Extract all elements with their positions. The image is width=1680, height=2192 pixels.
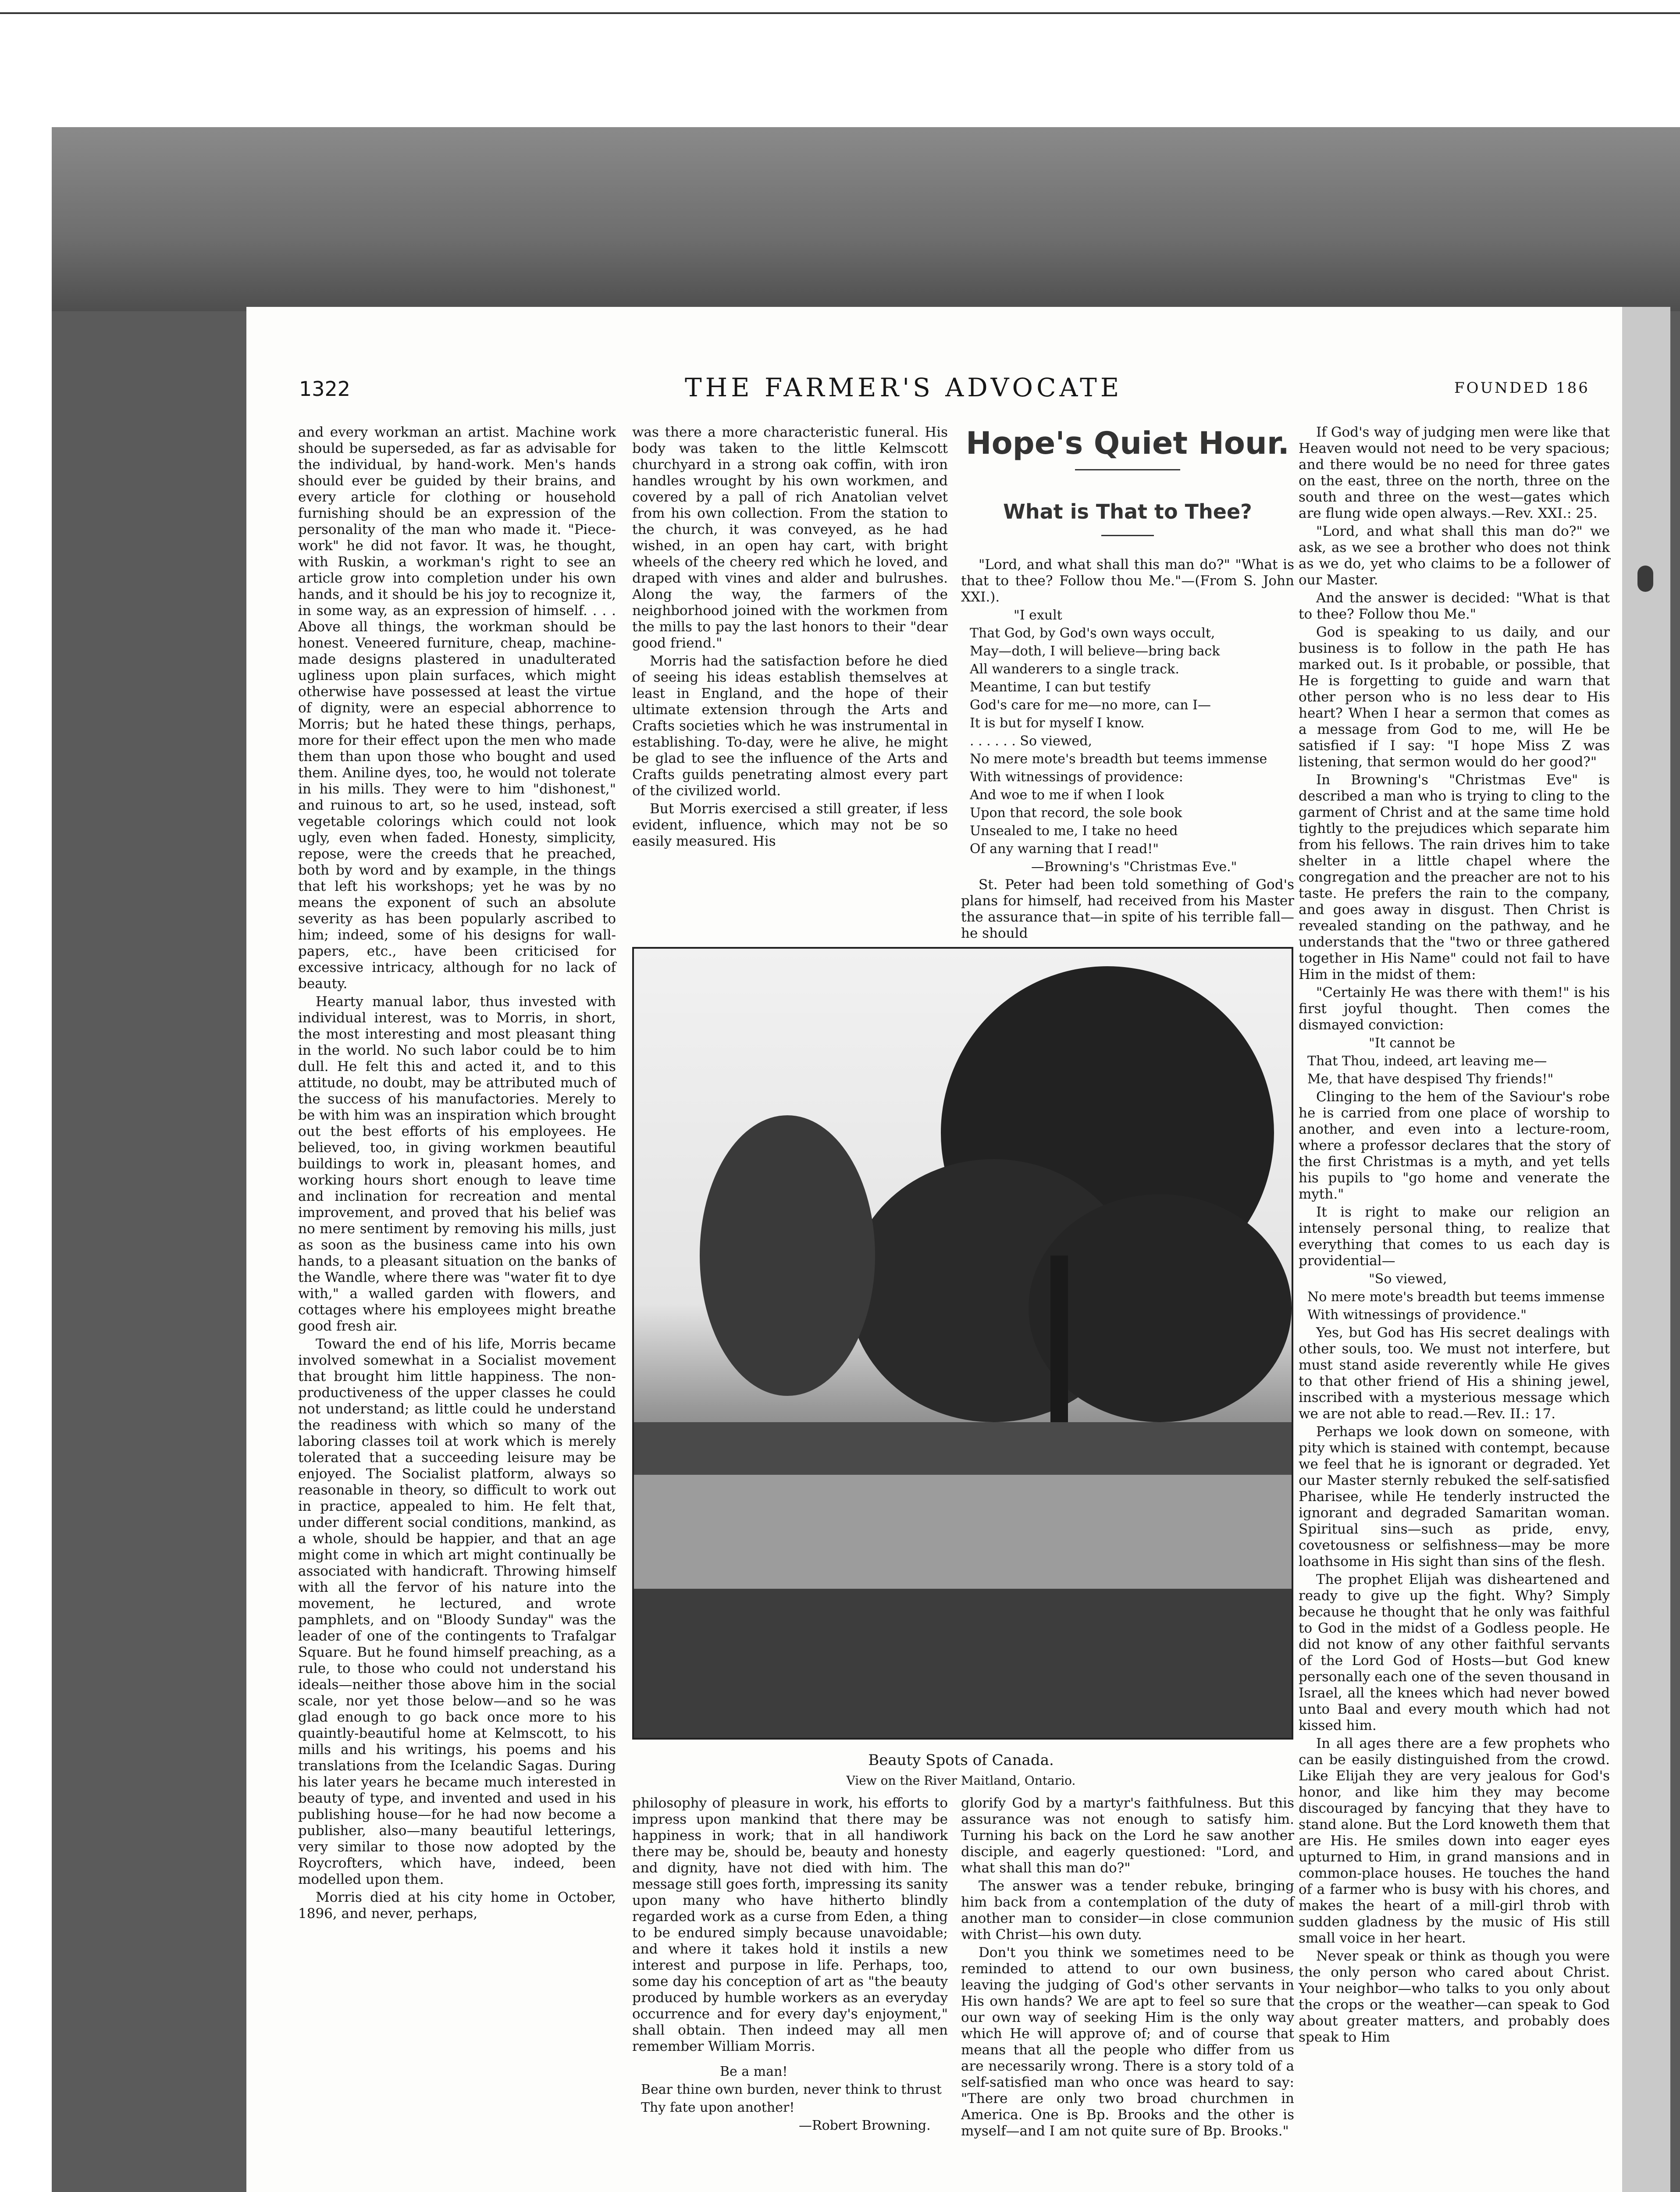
epigraph: "Lord, and what shall this man do?" "What is that to thee? Follow thou Me."—(From S. John XXI.). <box>961 557 1294 605</box>
verse-line: It is but for myself I know. <box>970 715 1145 731</box>
section-title: Hope's Quiet Hour. <box>965 425 1289 461</box>
newspaper-page <box>246 307 1622 2192</box>
paragraph: In all ages there are a few prophets who can be easily distinguished from the crowd. Like Elijah they are very jealous for God's honor, and like him they may become discouraged by fancying that they have to stand alone. But the Lord knoweth them that are His. He smiles down into eager eyes upturned to Him, in grand mansions and in common-place houses. He touches the hand of a farmer who is busy with his chores, and makes the heart of a mill-girl throb with sudden gladness by the music of His still small voice in her heart. <box>1299 1736 1610 1946</box>
paragraph: The answer was a tender rebuke, bringing him back from a contemplation of the duty of another man to consider—in close communion with Christ—his own duty. <box>961 1878 1294 1943</box>
landscape-photo <box>632 947 1293 1740</box>
paragraph: The prophet Elijah was disheartened and ready to give up the fight. Why? Simply because he thought that he only was faithful to God in the midst of a Godless people. He did not know of any other faithful servants of the Lord God of Hosts—but God knew personally each one of the seven thousand in Israel, all the knees which had never bowed unto Baal and every mouth which had not kissed him. <box>1299 1572 1610 1733</box>
verse-line: Meantime, I can but testify <box>970 680 1151 695</box>
quote-line: Thy fate upon another! <box>641 2100 795 2115</box>
paragraph: Toward the end of his life, Morris became involved somewhat in a Socialist movement that brought him little happiness. The non-productiveness of the upper classes he could not understand; as little could he understand the readiness with which so many of the laboring classes toil at work which is merely tolerated that a succeeding leisure may be enjoyed. The Socialist platform, always so reasonable in theory, so difficult to work out in practice, appealed to him. He felt that, under different social conditions, mankind, as a whole, should be happier, and that an age might come in which art might continually be associated with handicraft. Throwing himself with all the fervor of his nature into the movement, he lectured, and wrote pamphlets, and on "Bloody Sunday" was the leader of one of the contingents to Trafalgar Square. But he found himself preaching, as a rule, to those who could not understand his ideals—neither those above him in the social scale, nor yet those below—and so he was glad enough to go back once more to his quaintly-beautiful home at Kelmscott, to his mills and his writings, his poems and his translations from the Icelandic Sagas. During his later years he became much interested in beauty of type, and invented and used in his publishing house—for he had now become a publisher, also—many beautiful letterings, very similar to those now adopted by the Roycrofters, which have, indeed, been modelled upon them. <box>298 1336 616 1887</box>
title-rule <box>1101 535 1154 536</box>
verse-attribution: —Browning's "Christmas Eve." <box>1031 859 1237 875</box>
photo-caption: Beauty Spots of Canada. <box>868 1751 1054 1769</box>
verse-line: Upon that record, the sole book <box>970 805 1182 821</box>
founded-label: FOUNDED 186 <box>1454 379 1590 397</box>
paragraph: But Morris exercised a still greater, if less evident, influence, which may not be so easily measured. His <box>632 801 948 849</box>
paragraph: Hearty manual labor, thus invested with individual interest, was to Morris, in short, the most interesting and most pleasant thing in the world. No such labor could be to him dull. He felt this and acted it, and to this attitude, no doubt, may be attributed much of the success of his manufactories. Merely to be with him was an inspiration which brought out the best efforts of his employees. He believed, too, in giving workmen beautiful buildings to work in, pleasant homes, and working hours short enough to leave time and inclination for recreation and mental improvement, and proved that his belief was no mere sentiment by removing his mills, just as soon as the business came into his own hands, to a pleasant situation on the banks of the Wandle, where there was "water fit to dye with," a walled garden with flowers, and cottages where his employees might breathe good fresh air. <box>298 994 616 1334</box>
masthead: THE FARMER'S ADVOCATE <box>685 373 1123 402</box>
page-number: 1322 <box>299 377 351 401</box>
article-column-2-continued <box>632 1795 948 2135</box>
verse-line: No mere mote's breadth but teems immense <box>970 751 1267 767</box>
article-title: What is That to Thee? <box>1003 500 1252 523</box>
paragraph: Morris had the satisfaction before he died of seeing his ideas establish themselves at least in England, and the hope of their ultimate extension through the Arts and Crafts societies which he was instrumental in establishing. To-day, were he alive, he might be glad to see the influence of the Arts and Crafts guilds penetrating almost every part of the civilized world. <box>632 653 948 799</box>
article-column-3 <box>961 557 1294 943</box>
verse-line: Of any warning that I read!" <box>970 841 1159 857</box>
verse-line: Me, that have despised Thy friends!" <box>1307 1071 1554 1087</box>
verse-line: Unsealed to me, I take no heed <box>970 823 1178 839</box>
paragraph: "Lord, and what shall this man do?" we ask, as we see a brother who does not think as we do, yet who claims to be a follower of our Master. <box>1299 523 1610 588</box>
paragraph: glorify God by a martyr's faithfulness. But this assurance was not enough to satisfy him. Turning his back on the Lord he saw another disciple, and eagerly questioned: "Lord, and what shall this man do?" <box>961 1795 1294 1876</box>
verse-line: "I exult <box>1014 608 1062 623</box>
paragraph: philosophy of pleasure in work, his efforts to impress upon mankind that there may be happiness in work; that in all handiwork there may be, should be, beauty and honesty and dignity, have not died with him. The message still goes forth, impressing its sanity upon many who have hitherto blindly regarded work as a curse from Eden, a thing to be endured simply because unavoidable; and where it takes hold it instils a new interest and purpose in life. Perhaps, too, some day his conception of art as "the beauty produced by humble workers as an everyday occurrence and for every day's enjoyment," shall obtain. Then indeed may all men remember William Morris. <box>632 1795 948 2054</box>
verse-line: No mere mote's breadth but teems immense <box>1307 1289 1605 1305</box>
paragraph: Don't you think we sometimes need to be reminded to attend to our own business, leaving the judging of God's other servants in His own hands? We are apt to feel so sure that our own way of seeking Him is the only way which He will approve of; and of course that means that all the people who differ from us are necessarily wrong. There is a story told of a self-satisfied man who once was heard to say: "There are only two broad churchmen in America. One is Bp. Brooks and the other is myself—and I am not quite sure of Bp. Brooks." <box>961 1945 1294 2139</box>
verse-line: . . . . . . So viewed, <box>970 733 1093 749</box>
paragraph: Morris died at his city home in October, 1896, and never, perhaps, <box>298 1890 616 1922</box>
verse-line: May—doth, I will believe—bring back <box>970 644 1220 659</box>
article-column-4 <box>1299 424 1610 2047</box>
paragraph: And the answer is decided: "What is that to thee? Follow thou Me." <box>1299 590 1610 622</box>
verse-line: "So viewed, <box>1369 1271 1447 1287</box>
quote-line: Bear thine own burden, never think to thrust <box>641 2082 942 2097</box>
verse-line: With witnessings of providence." <box>1307 1307 1527 1323</box>
photo-subcaption: View on the River Maitland, Ontario. <box>846 1773 1076 1788</box>
paragraph: Perhaps we look down on someone, with pity which is stained with contempt, because we feel that he is ignorant or degraded. Yet our Master sternly rebuked the self-satisfied Pharisee, while He tenderly instructed the ignorant and degraded Samaritan woman. Spiritual sins—such as pride, envy, covetousness or selfishness—may be more loathsome in His sight than sins of the flesh. <box>1299 1424 1610 1569</box>
section-rule <box>1075 469 1180 470</box>
paragraph: St. Peter had been told something of God's plans for himself, had received from his Master the assurance that—in spite of his terrible fall—he should <box>961 877 1294 941</box>
verse-line: "It cannot be <box>1369 1036 1456 1051</box>
verse-line: That God, by God's own ways occult, <box>970 626 1215 641</box>
paragraph: Clinging to the hem of the Saviour's robe he is carried from one place of worship to another, and even into a lecture-room, where a professor declares that the story of the first Christmas is a myth, and yet tells his pupils to "go home and venerate the myth." <box>1299 1089 1610 1202</box>
binder-clip-icon <box>1637 566 1653 592</box>
article-column-1 <box>298 424 616 1924</box>
verse-line: That Thou, indeed, art leaving me— <box>1307 1053 1547 1069</box>
paragraph: Yes, but God has His secret dealings with other souls, too. We must not interfere, but must stand aside reverently while He gives to that other friend of His a shining jewel, inscribed with a mysterious message which we are not able to read.—Rev. II.: 17. <box>1299 1325 1610 1422</box>
scan-top-rule <box>0 12 1680 14</box>
paragraph: It is right to make our religion an intensely personal thing, to realize that everything that comes to us each day is providential— <box>1299 1204 1610 1269</box>
tree-silhouette-image <box>634 949 1292 1738</box>
verse-line: And woe to me if when I look <box>970 787 1164 803</box>
paragraph: If God's way of judging men were like that Heaven would not need to be very spacious; and there would be no need for three gates on the east, three on the north, three on the south and three on the west—gates which are flung wide open always.—Rev. XXI.: 25. <box>1299 424 1610 521</box>
paragraph: "Certainly He was there with them!" is his first joyful thought. Then comes the dismayed conviction: <box>1299 985 1610 1033</box>
paragraph: God is speaking to us daily, and our business is to follow in the path He has marked out. Is it probable, or possible, that He is forgetting to guide and warn that other person who is no less dear to His heart? When I hear a sermon that comes as a message from God to me, will He be satisfied if I say: "I hope Miss Z was listening, that sermon would do her good?" <box>1299 624 1610 770</box>
paragraph: Never speak or think as though you were the only person who cared about Christ. Your neighbor—who talks to you only about the crops or the weather—can speak to God about greater matters, and probably does speak to Him <box>1299 1948 1610 2045</box>
paragraph: and every workman an artist. Machine work should be superseded, as far as advisable for the individual, by hand-work. Men's hands should ever be guided by their brains, and every article for clothing or household furnishing should be an expression of the personality of the man who made it. "Piece-work" he did not favor. It was, he thought, with Ruskin, a workman's right to see an article grow into completion under his own hands, and it should be his joy to recognize it, in some way, as an expression of himself. . . . Above all things, the workman should be honest. Veneered furniture, cheap, machine-made designs plastered in unadulterated ugliness upon plain surfaces, which might otherwise have possessed at least the virtue of dignity, were an especial abhorrence to Morris; but he hated these things, perhaps, more for their effect upon the men who made them than upon those who bought and used them. Aniline dyes, too, he would not tolerate in his mills. They were to him "dishonest," and ruinous to art, so he used, instead, soft vegetable colorings which could not look ugly, even when faded. Honesty, simplicity, repose, were the creeds that he preached, both by word and by example, in the things that left his workshops; yet he was by no means the exponent of such an absolute severity as has been popularly ascribed to him; indeed, some of his designs for wall-papers, etc., have been criticised for excessive intricacy, although for no lack of beauty. <box>298 424 616 992</box>
page-header <box>246 307 1622 408</box>
scan-top-edge <box>52 127 1680 311</box>
paragraph: In Browning's "Christmas Eve" is described a man who is trying to cling to the garment of Christ and at the same time hold tightly to the prejudices which separate him from his fellows. The rain drives him to take shelter in a little chapel where the congregation and the preacher are not to his taste. He prefers the rain to the company, and goes away in disgust. Then Christ is revealed standing on the pathway, and he understands that the "two or three gathered together in His Name" could not fail to have Him in the midst of them: <box>1299 772 1610 982</box>
article-column-2 <box>632 424 948 851</box>
verse-line: God's care for me—no more, can I— <box>970 697 1211 713</box>
quote-line: Be a man! <box>720 2064 788 2079</box>
quote-attribution: —Robert Browning. <box>799 2118 931 2133</box>
article-column-3-continued <box>961 1795 1294 2141</box>
verse-line: With witnessings of providence: <box>970 769 1183 785</box>
paragraph: was there a more characteristic funeral. His body was taken to the little Kelmscott churchyard in a strong oak coffin, with iron handles wrought by his own workmen, and covered by a pall of rich Anatolian velvet from his own collection. From the station to the church, it was conveyed, as he had wished, in an open hay cart, with bright wheels of the cheery red which he loved, and draped with vines and alder and bulrushes. Along the way, the farmers of the neighborhood joined with the workmen from the mills to pay the last honors to their "dear good friend." <box>632 424 948 651</box>
verse-line: All wanderers to a single track. <box>970 662 1179 677</box>
